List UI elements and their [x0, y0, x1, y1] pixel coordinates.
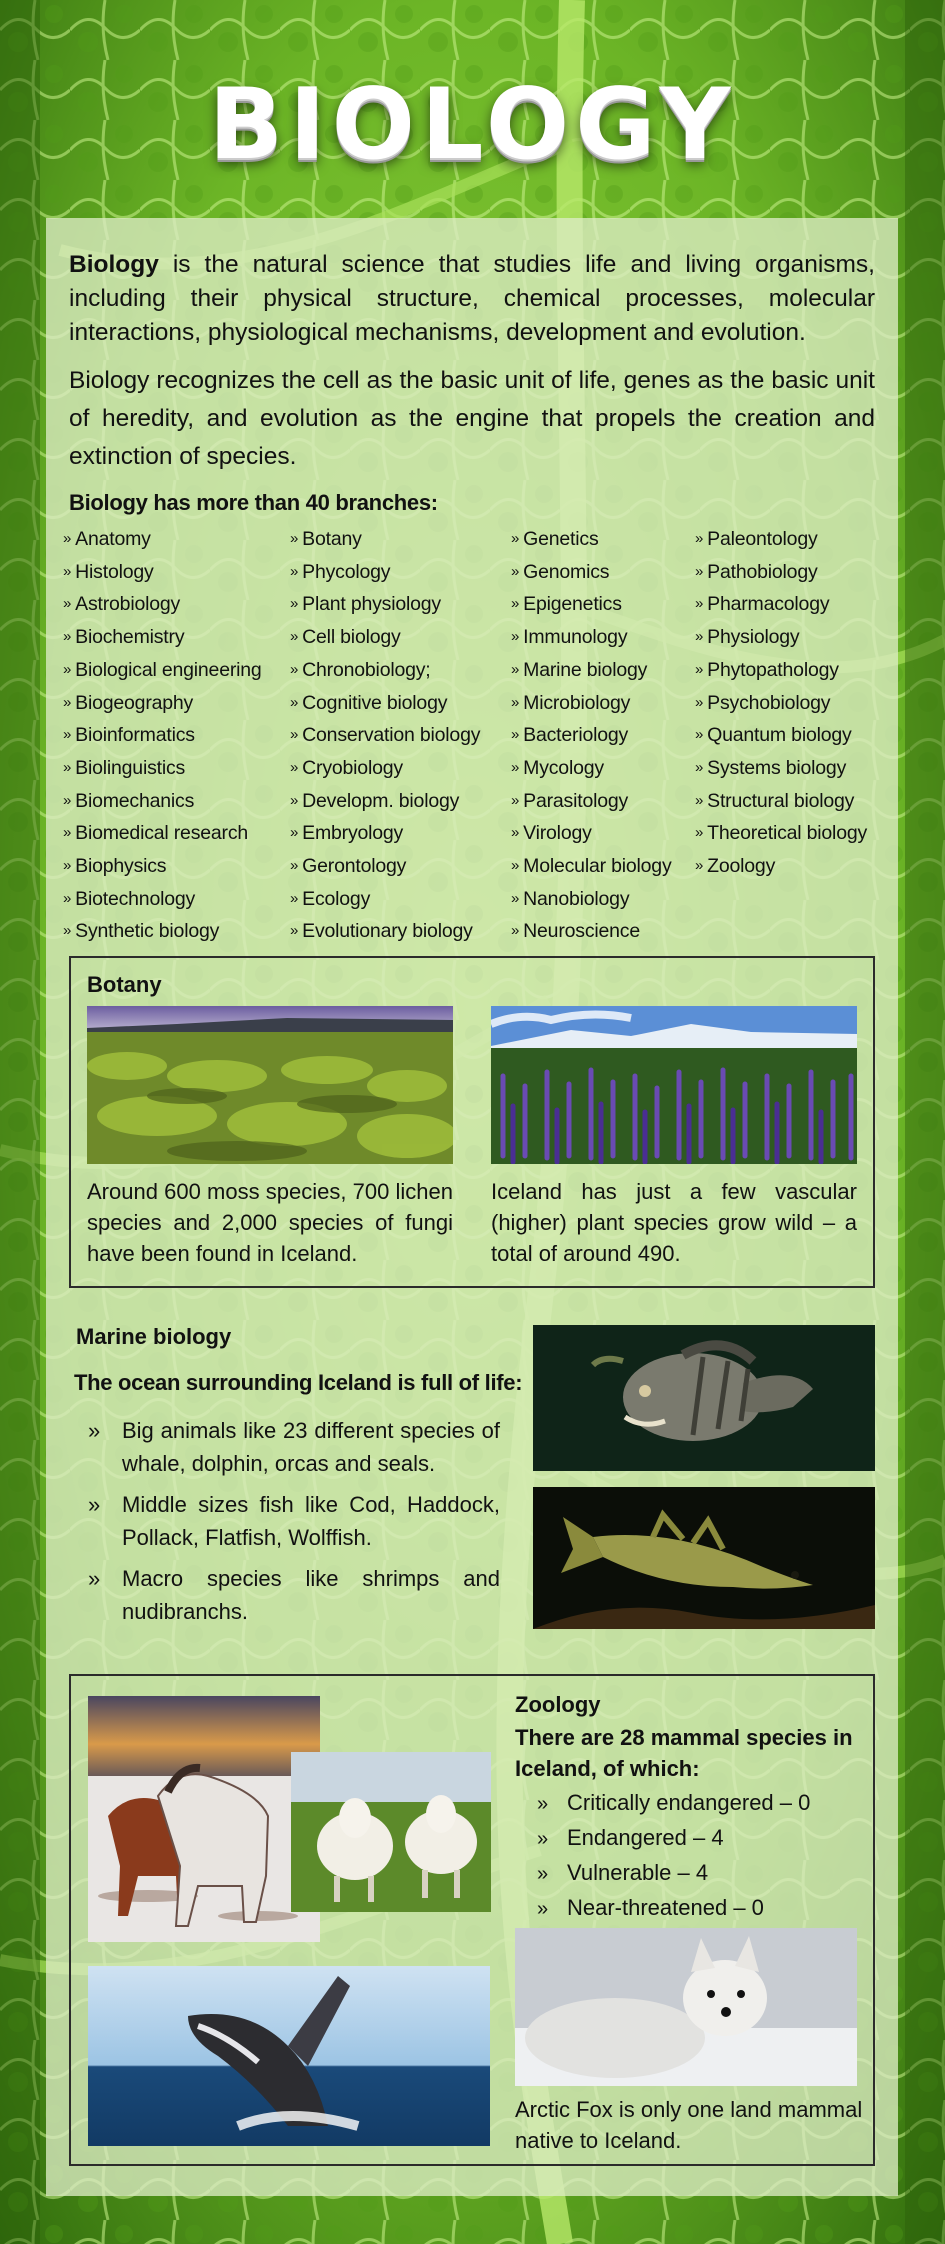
branch-item-label: Gerontology [302, 855, 407, 878]
branch-item [511, 524, 672, 557]
chevron-bullet-icon: » [511, 758, 520, 776]
chevron-bullet-icon: » [695, 628, 704, 646]
branch-item [63, 622, 262, 655]
botany-section [69, 956, 875, 1288]
marine-item [88, 1414, 500, 1480]
branch-item [63, 589, 262, 622]
branch-item-label: Cryobiology [302, 756, 403, 779]
zoology-title: Zoology [515, 1692, 601, 1717]
branch-item [63, 688, 262, 721]
chevron-bullet-icon: » [63, 922, 72, 940]
branch-item [63, 851, 262, 884]
branch-item [695, 557, 867, 590]
branch-item-label: Phytopathology [707, 658, 839, 681]
zoology-item-label: Critically endangered – 0 [567, 1790, 811, 1815]
branch-item-label: Psychobiology [707, 691, 831, 714]
chevron-bullet-icon: » [511, 857, 520, 875]
chevron-bullet-icon: » [695, 726, 704, 744]
chevron-bullet-icon: » [511, 530, 520, 547]
branch-item-label: Chronobiology; [302, 658, 431, 681]
chevron-bullet-icon: » [511, 562, 520, 580]
branch-item-label: Immunology [523, 626, 628, 649]
marine-subtitle: The ocean surrounding Iceland is full of life: [74, 1370, 523, 1395]
marine-item-label: Macro species like shrimps and nudibranchs. [122, 1566, 500, 1624]
branch-item-label: Genomics [523, 560, 610, 583]
branch-item-label: Conservation biology [302, 724, 481, 747]
chevron-bullet-icon: » [88, 1566, 101, 1591]
branch-item [63, 557, 262, 590]
chevron-bullet-icon: » [290, 595, 299, 613]
branch-item-label: Systems biology [707, 756, 847, 779]
branch-item [63, 786, 262, 819]
branches-column-3 [511, 524, 672, 949]
chevron-bullet-icon: » [695, 660, 704, 678]
branch-item-label: Theoretical biology [707, 822, 868, 845]
chevron-bullet-icon: » [63, 824, 72, 842]
branch-item-label: Neuroscience [523, 920, 640, 943]
branch-item [511, 557, 672, 590]
branch-item [695, 524, 867, 557]
marine-item-label: Middle sizes fish like Cod, Haddock, Pollack, Flatfish, Wolffish. [122, 1492, 500, 1550]
branch-item-label: Bacteriology [523, 724, 629, 747]
branch-item-label: Mycology [523, 756, 604, 779]
arctic-fox-photo [515, 1928, 857, 2086]
branch-item-label: Pathobiology [707, 560, 818, 583]
branches-column-1 [63, 524, 262, 949]
branch-item [290, 884, 480, 917]
chevron-bullet-icon: » [695, 824, 704, 842]
branch-item-label: Marine biology [523, 658, 648, 681]
branch-item [290, 622, 480, 655]
branch-item [63, 916, 262, 949]
chevron-bullet-icon: » [290, 791, 299, 809]
chevron-bullet-icon: » [695, 693, 704, 711]
zoology-caption: Arctic Fox is only one land mammal native to Iceland. [515, 2097, 863, 2153]
branch-item [290, 818, 480, 851]
branch-item [290, 589, 480, 622]
branch-item-label: Microbiology [523, 691, 631, 714]
branch-item-label: Genetics [523, 528, 599, 550]
branch-item [63, 753, 262, 786]
zoology-item [537, 1821, 810, 1856]
branch-item-label: Cognitive biology [302, 691, 448, 714]
chevron-bullet-icon: » [290, 824, 299, 842]
branch-item-label: Structural biology [707, 789, 855, 812]
branch-item [63, 818, 262, 851]
branch-item-label: Quantum biology [707, 724, 852, 747]
lupine-photo [491, 1006, 857, 1164]
branch-item [511, 622, 672, 655]
branch-item [63, 655, 262, 688]
branch-item-label: Botany [302, 528, 362, 550]
branch-item-label: Biogeography [75, 691, 194, 714]
branch-item-label: Biotechnology [75, 887, 196, 910]
chevron-bullet-icon: » [537, 1898, 549, 1920]
branch-item-label: Cell biology [302, 626, 401, 649]
chevron-bullet-icon: » [63, 791, 72, 809]
chevron-bullet-icon: » [63, 660, 72, 678]
branch-item-label: Pharmacology [707, 593, 830, 616]
page-title: BIOLOGY [208, 68, 737, 182]
zoology-list [537, 1786, 810, 1926]
chevron-bullet-icon: » [290, 922, 299, 940]
chevron-bullet-icon: » [511, 726, 520, 744]
branch-item [63, 884, 262, 917]
branch-item [511, 851, 672, 884]
chevron-bullet-icon: » [290, 562, 299, 580]
branch-item [695, 818, 867, 851]
branch-item [290, 557, 480, 590]
branch-item-label: Zoology [707, 855, 776, 878]
chevron-bullet-icon: » [511, 628, 520, 646]
branch-item-label: Biomechanics [75, 789, 195, 812]
branches-heading: Biology has more than 40 branches: [69, 490, 438, 515]
branch-item [290, 753, 480, 786]
branch-item-label: Molecular biology [523, 855, 672, 878]
zoology-subtitle: There are 28 mammal species in Iceland, of which: [515, 1725, 853, 1781]
chevron-bullet-icon: » [290, 726, 299, 744]
branch-item-label: Biomedical research [75, 822, 249, 845]
branch-item-label: Parasitology [523, 789, 629, 812]
branch-item [695, 851, 867, 884]
branch-item [63, 524, 262, 557]
chevron-bullet-icon: » [537, 1863, 549, 1885]
horses-photo [88, 1696, 320, 1942]
branch-item-label: Synthetic biology [75, 920, 220, 943]
chevron-bullet-icon: » [290, 889, 299, 907]
chevron-bullet-icon: » [695, 791, 704, 809]
botany-caption-right: Iceland has just a few vascular (higher) plant species grow wild – a total of around 490. [491, 1179, 857, 1266]
branch-item-label: Biochemistry [75, 626, 185, 649]
marine-item [88, 1488, 500, 1554]
branch-item-label: Developm. biology [302, 789, 460, 812]
branch-item [695, 753, 867, 786]
branch-item [695, 589, 867, 622]
branches-column-2 [290, 524, 480, 949]
branch-item [63, 720, 262, 753]
zoology-item-label: Vulnerable – 4 [567, 1860, 709, 1885]
chevron-bullet-icon: » [511, 889, 520, 907]
branch-item [695, 688, 867, 721]
branch-item-label: Epigenetics [523, 593, 622, 616]
branch-item-label: Phycology [302, 560, 391, 583]
branch-item [290, 720, 480, 753]
branch-item-label: Physiology [707, 626, 800, 649]
chevron-bullet-icon: » [511, 922, 520, 940]
branch-item-label: Biolinguistics [75, 756, 186, 779]
branch-item [511, 688, 672, 721]
chevron-bullet-icon: » [511, 660, 520, 678]
zoology-item [537, 1786, 810, 1821]
branch-item [290, 851, 480, 884]
branch-item [695, 622, 867, 655]
chevron-bullet-icon: » [63, 758, 72, 776]
chevron-bullet-icon: » [511, 791, 520, 809]
branch-item [511, 786, 672, 819]
branch-item-label: Paleontology [707, 528, 818, 550]
chevron-bullet-icon: » [511, 824, 520, 842]
zoology-section [69, 1674, 875, 2166]
cod-photo [533, 1487, 875, 1629]
marine-item [88, 1562, 500, 1628]
branch-item-label: Ecology [302, 887, 371, 910]
branch-item-label: Virology [523, 822, 592, 845]
branch-item [695, 786, 867, 819]
marine-item-label: Big animals like 23 different species of whale, dolphin, orcas and seals. [122, 1418, 500, 1476]
branch-item [511, 720, 672, 753]
branch-item-label: Nanobiology [523, 887, 630, 910]
branches-column-4 [695, 524, 867, 884]
zoology-item [537, 1856, 810, 1891]
intro-text-1: is the natural science that studies life and living organisms, including their physical structure, chemical processes, molecular interactions, physiological mechanisms, development and evolution. [69, 251, 875, 346]
branch-item-label: Biological engineering [75, 658, 262, 681]
branch-item-label: Biophysics [75, 855, 167, 878]
branch-item [511, 655, 672, 688]
botany-caption-left: Around 600 moss species, 700 lichen species and 2,000 species of fungi have been found in Iceland. [87, 1179, 453, 1266]
branch-item-label: Astrobiology [75, 593, 181, 616]
sheep-photo [291, 1752, 491, 1912]
zoology-item-label: Near-threatened – 0 [567, 1895, 764, 1920]
chevron-bullet-icon: » [63, 693, 72, 711]
chevron-bullet-icon: » [695, 562, 704, 580]
chevron-bullet-icon: » [63, 530, 72, 547]
branch-item [290, 688, 480, 721]
branch-item-label: Histology [75, 560, 154, 583]
chevron-bullet-icon: » [290, 693, 299, 711]
chevron-bullet-icon: » [290, 857, 299, 875]
branch-item [511, 589, 672, 622]
branch-item [290, 916, 480, 949]
chevron-bullet-icon: » [695, 595, 704, 613]
intro-paragraph-1 [69, 248, 875, 350]
branch-item-label: Embryology [302, 822, 404, 845]
chevron-bullet-icon: » [63, 628, 72, 646]
branch-item [511, 916, 672, 949]
chevron-bullet-icon: » [63, 889, 72, 907]
marine-list [88, 1414, 500, 1636]
branch-item [695, 655, 867, 688]
zoology-item [537, 1891, 810, 1926]
chevron-bullet-icon: » [537, 1828, 549, 1850]
chevron-bullet-icon: » [88, 1418, 101, 1443]
chevron-bullet-icon: » [695, 530, 704, 547]
branch-item-label: Evolutionary biology [302, 920, 473, 943]
intro-bold-term: Biology [69, 251, 159, 278]
chevron-bullet-icon: » [511, 595, 520, 613]
chevron-bullet-icon: » [63, 562, 72, 580]
zoology-item-label: Endangered – 4 [567, 1825, 724, 1850]
chevron-bullet-icon: » [695, 857, 704, 875]
whale-photo [88, 1966, 490, 2146]
branch-item-label: Anatomy [75, 528, 151, 550]
chevron-bullet-icon: » [88, 1492, 101, 1517]
content [46, 218, 898, 2196]
branch-item-label: Plant physiology [302, 593, 441, 616]
branch-item [511, 818, 672, 851]
moss-photo [87, 1006, 453, 1164]
branch-item [511, 884, 672, 917]
chevron-bullet-icon: » [695, 758, 704, 776]
wolffish-photo [533, 1325, 875, 1471]
branch-item [695, 720, 867, 753]
chevron-bullet-icon: » [537, 1793, 549, 1815]
chevron-bullet-icon: » [290, 628, 299, 646]
botany-title: Botany [87, 972, 162, 997]
branch-item [511, 753, 672, 786]
branch-item [290, 655, 480, 688]
branch-item [290, 786, 480, 819]
chevron-bullet-icon: » [511, 693, 520, 711]
intro-paragraph-2: Biology recognizes the cell as the basic unit of life, genes as the basic unit of heredity, and evolution as the engine that propels the creation and extinction of species. [69, 367, 875, 470]
chevron-bullet-icon: » [63, 595, 72, 613]
marine-title: Marine biology [76, 1324, 232, 1349]
chevron-bullet-icon: » [290, 758, 299, 776]
branch-item [290, 524, 480, 557]
chevron-bullet-icon: » [290, 660, 299, 678]
chevron-bullet-icon: » [290, 530, 299, 547]
branch-item-label: Bioinformatics [75, 724, 195, 747]
chevron-bullet-icon: » [63, 726, 72, 744]
chevron-bullet-icon: » [63, 857, 72, 875]
